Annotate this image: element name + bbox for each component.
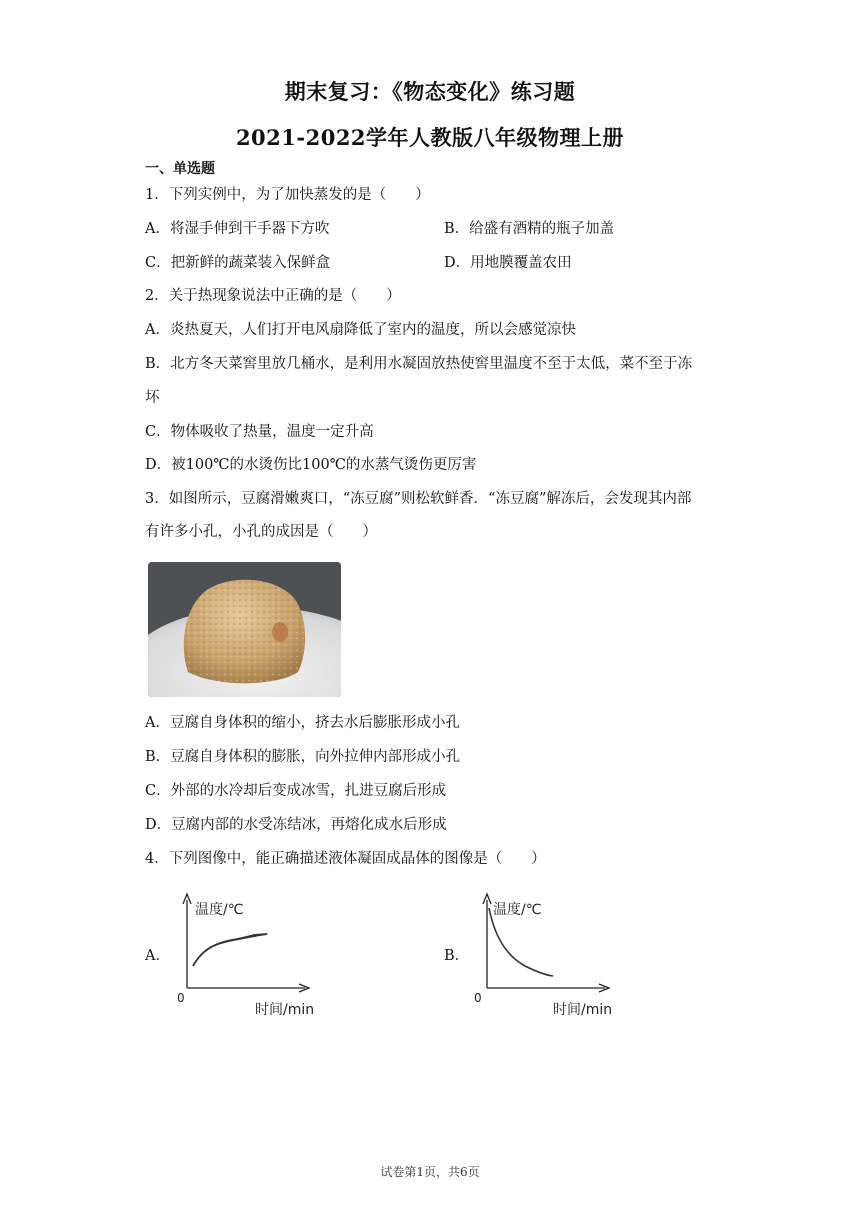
graph-a-curve <box>193 934 267 966</box>
graph-a-origin: 0 <box>177 991 185 1005</box>
frozen-tofu-photo <box>148 562 341 697</box>
graph-b-ylabel: 温度/℃ <box>493 902 542 918</box>
page-subtitle: 2021-2022学年人教版八年级物理上册 <box>235 125 625 150</box>
question-4-stem: 4．下列图像中，能正确描述液体凝固成晶体的图像是（ ） <box>145 851 546 867</box>
question-1-option-c: C．把新鲜的蔬菜装入保鲜盒 <box>145 255 331 271</box>
graph-a-xlabel: 时间/min <box>255 1002 315 1018</box>
question-3-stem-line2: 有许多小孔，小孔的成因是（ ） <box>145 524 377 540</box>
graph-b-curve <box>489 908 553 976</box>
question-1-option-a: A．将湿手伸到干手器下方吹 <box>145 221 330 237</box>
question-2-stem: 2．关于热现象说法中正确的是（ ） <box>145 288 401 304</box>
question-3-option-a: A．豆腐自身体积的缩小，挤去水后膨胀形成小孔 <box>145 715 460 731</box>
graph-b-xlabel: 时间/min <box>553 1002 613 1018</box>
question-4-option-b-label: B． <box>444 948 470 964</box>
question-2-option-b-continued: 坏 <box>145 390 160 406</box>
graph-a <box>165 890 345 1020</box>
question-1-option-d: D．用地膜覆盖农田 <box>444 255 572 271</box>
question-3-option-d: D．豆腐内部的水受冻结冰，再熔化成水后形成 <box>145 817 447 833</box>
question-1-stem: 1．下列实例中，为了加快蒸发的是（ ） <box>145 187 430 203</box>
graph-a-ylabel: 温度/℃ <box>195 902 244 918</box>
question-2-option-c: C．物体吸收了热量，温度一定升高 <box>145 424 374 440</box>
question-3-option-b: B．豆腐自身体积的膨胀，向外拉伸内部形成小孔 <box>145 749 461 765</box>
graph-b-origin: 0 <box>474 991 482 1005</box>
question-3-option-c: C．外部的水冷却后变成冰雪，扎进豆腐后形成 <box>145 783 447 799</box>
graph-a-curve-main <box>193 933 264 966</box>
question-1-option-b: B．给盛有酒精的瓶子加盖 <box>444 221 615 237</box>
question-2-option-a: A．炎热夏天，人们打开电风扇降低了室内的温度，所以会感觉凉快 <box>145 322 576 338</box>
question-2-option-d: D．被100℃的水烫伤比100℃的水蒸气烫伤更厉害 <box>145 457 477 473</box>
question-3-stem-line1: 3．如图所示，豆腐滑嫩爽口，“冻豆腐”则松软鲜香．“冻豆腐”解冻后，会发现其内部 <box>145 491 692 507</box>
page-title: 期末复习：《物态变化》练习题 <box>284 79 576 104</box>
page-footer: 试卷第1页，共6页 <box>380 1165 480 1179</box>
question-4-option-a-label: A． <box>145 948 170 964</box>
graph-b <box>465 890 645 1020</box>
section-heading: 一、单选题 <box>145 161 215 177</box>
question-2-option-b: B．北方冬天菜窖里放几桶水，是利用水凝固放热使窖里温度不至于太低，菜不至于冻 <box>145 356 693 372</box>
